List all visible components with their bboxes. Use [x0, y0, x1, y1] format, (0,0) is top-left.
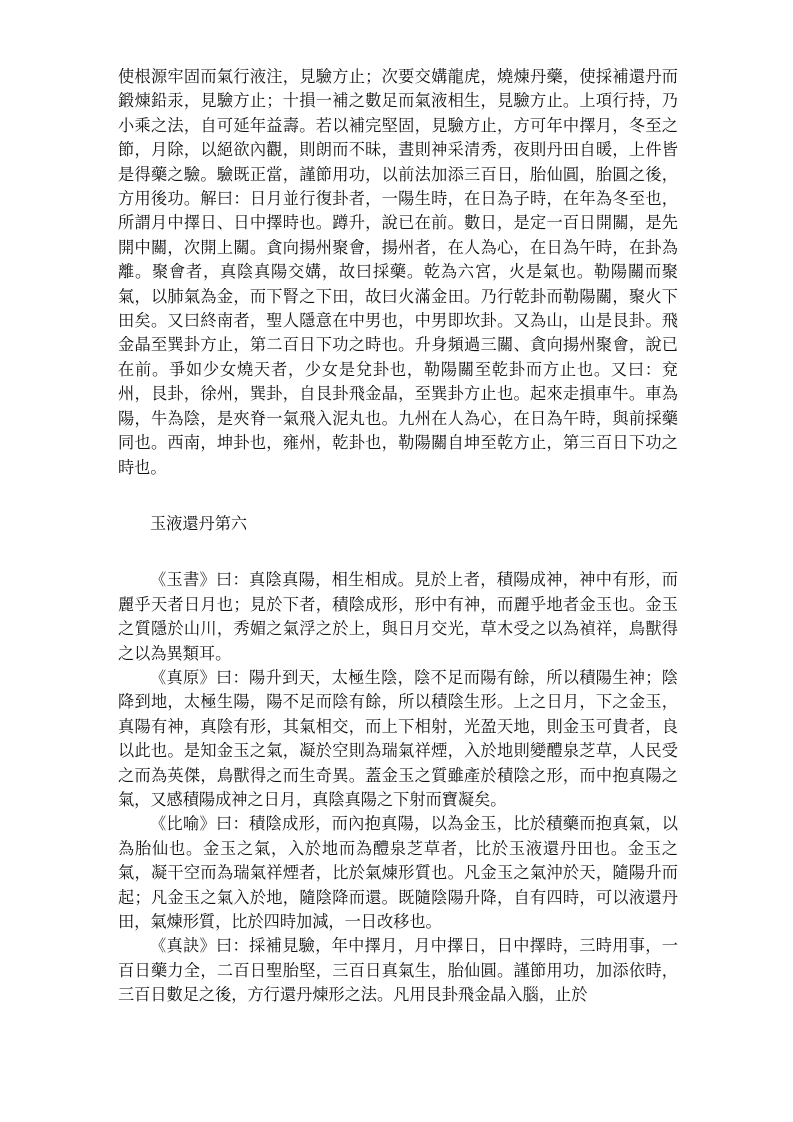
intro-paragraph: 使根源牢固而氣行液注，見驗方止；次要交媾龍虎，燒煉丹藥，使採補還丹而鍛煉鉛汞，見驗方止；十損一補之數足而氣液相生，見驗方止。上項行持，乃小乘之法，自可延年益壽。若以補完堅固，見驗方止，方可年中擇月，冬至之節，月除，以絕欲內觀，則朗而不昧，晝則神采清秀，夜則丹田自暖，上件皆是得藥之驗。驗既正當，謹節用功，以前法加添三百日，胎仙圓，胎圓之後，方用後功。解曰：日月並行復卦者，一陽生時，在日為子時，在年為冬至也，所謂月中擇日、日中擇時也。蹲升，說已在前。數日，是定一百日開關，是先開中關，次開上關。貪向揚州聚會，揚州者，在人為心，在日為午時，在卦為離。聚會者，真陰真陽交媾，故曰採藥。乾為六宮，火是氣也。勒陽關而聚氣，以肺氣為金，而下腎之下田，故曰火滿金田。乃行乾卦而勒陽關，聚火下田矣。又曰終南者，聖人隱意在中男也，中男即坎卦。又為山，山是艮卦。飛金晶至巽卦方止，第二百日下功之時也。升身頻過三關、貪向揚州聚會，說已在前。爭如少女燒天者，少女是兌卦也，勒陽關至乾卦而方止也。又曰：兗州，艮卦，徐州，巽卦，自艮卦飛金晶，至巽卦方止也。起來走損車牛。車為陽，牛為陰，是夾脊一氣飛入泥丸也。九州在人為心，在日為午時，與前採藥同也。西南，坤卦也，雍州，乾卦也，勒陽關自坤至乾方止，第三百日下功之時也。: [118, 67, 678, 477]
section-title: 玉液還丹第六: [150, 513, 248, 533]
paragraph-zhenjue: 《真訣》曰：採補見驗，年中擇月，月中擇日，日中擇時，三時用事，一百日藥力全，二百日聖胎堅，三百日真氣生，胎仙圓。謹節用功，加添依時，三百日數足之後，方行還丹煉形之法。凡用艮卦飛金晶入腦，止於: [118, 936, 678, 1005]
paragraph-biyu: 《比喻》曰：積陰成形，而內抱真陽，以為金玉，比於積藥而抱真氣，以為胎仙也。金玉之氣，入於地而為醴泉芝草者，比於玉液還丹田也。金玉之氣，凝干空而為瑞氣祥煙者，比於氣煉形質也。凡金玉之氣沖於天，隨陽升而起；凡金玉之氣入於地，隨陰降而還。既隨陰陽升降，自有四時，可以液還丹田，氣煉形質，比於四時加減，一日改移也。: [118, 814, 678, 931]
paragraph-yushu: 《玉書》曰：真陰真陽，相生相成。見於上者，積陽成神，神中有形，而麗乎天者日月也；見於下者，積陰成形，形中有神，而麗乎地者金玉也。金玉之質隱於山川，秀媚之氣浮之於上，與日月交光，草木受之以為禎祥，鳥獸得之以為異類耳。: [118, 570, 678, 663]
document-page: [118, 65, 678, 1008]
paragraph-zhenyuan: 《真原》曰：陽升到天，太極生陰，陰不足而陽有餘，所以積陽生神；陰降到地，太極生陽，陽不足而陰有餘，所以積陰生形。上之日月，下之金玉，真陽有神，真陰有形，其氣相交，而上下相射，光盈天地，則金玉可貴者，良以此也。是知金玉之氣，凝於空則為瑞氣祥煙，入於地則變醴泉芝草，人民受之而為英傑，鳥獸得之而生奇異。蓋金玉之質雖產於積陰之形，而中抱真陽之氣，又感積陽成神之日月，真陰真陽之下射而寶凝矣。: [118, 667, 678, 809]
